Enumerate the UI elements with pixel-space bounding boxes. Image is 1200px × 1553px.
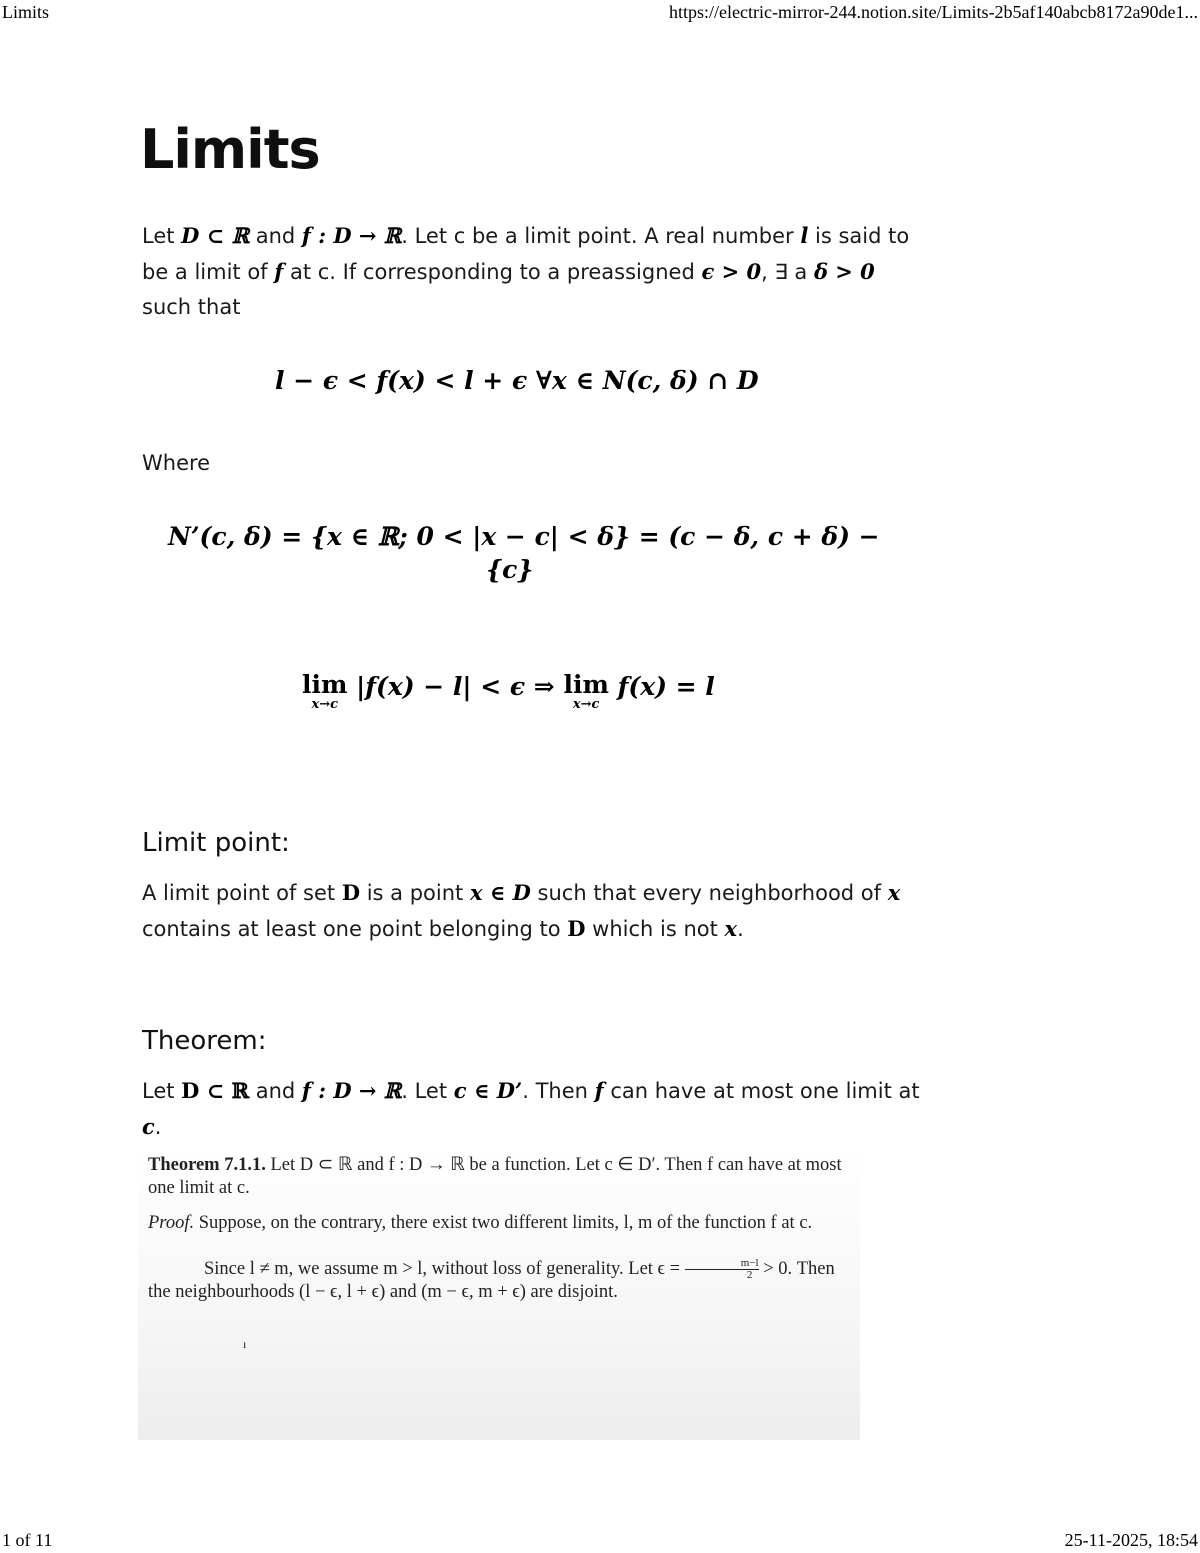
print-timestamp: 25-11-2025, 18:54 (1064, 1530, 1198, 1550)
equation-deleted-neighbourhood (168, 522, 880, 584)
paragraph-text: and (249, 1079, 302, 1103)
paragraph-text: . (737, 917, 744, 941)
paragraph-math: x ∈ D (469, 880, 531, 905)
paragraph-math: f : D → ℝ (301, 1078, 402, 1103)
definition-text: is said to be a limit of (142, 224, 910, 284)
paragraph-text: Let (142, 1079, 182, 1103)
paragraph-math: D (567, 916, 586, 941)
browser-tab-title: Limits (2, 2, 50, 22)
definition-math: ϵ > 0 (701, 259, 762, 284)
definition-paragraph (142, 218, 922, 325)
definition-math: D ⊂ ℝ (181, 223, 250, 248)
equation-part: f(x) = l (617, 672, 715, 701)
scan-theorem-label: Theorem 7.1.1. (148, 1155, 266, 1175)
definition-math: δ > 0 (813, 259, 875, 284)
paragraph-math: f (594, 1078, 604, 1103)
scan-theorem (148, 1154, 853, 1200)
definition-text: at c. If corresponding to a preassigned (283, 260, 702, 284)
lim-operator (563, 672, 608, 711)
paragraph-math: D (341, 880, 361, 905)
definition-math: f : D → ℝ (301, 223, 402, 248)
paragraph-text: is a point (360, 881, 470, 905)
definition-text: , ∃ a (761, 260, 814, 284)
equation-line: N’(c, δ) = {x ∈ ℝ; 0 < |x − c| < δ} = (c − δ, c + δ) − (168, 522, 880, 551)
page-title: Limits (140, 118, 320, 181)
lim-subscript: x→c (311, 697, 338, 712)
paragraph-math: x (724, 916, 738, 941)
paragraph-math: c (142, 1114, 155, 1139)
lim-subscript: x→c (572, 697, 600, 712)
scan-proof-continued (148, 1258, 853, 1304)
scan-fraction (685, 1258, 759, 1281)
theorem-paragraph (142, 1073, 922, 1145)
equation-limit-implication (302, 672, 715, 711)
scanned-textbook-excerpt (138, 1148, 860, 1440)
paragraph-text: can have at most one limit at (603, 1079, 920, 1103)
equation-part: |f(x) − l| < ϵ ⇒ (356, 672, 564, 701)
scan-stray-mark: ı (243, 1337, 247, 1351)
fraction-numerator: m−l (685, 1258, 759, 1270)
equation-line: {c} (486, 555, 534, 584)
scan-proof-text: Suppose, on the contrary, there exist two different limits, l, m of the function f at c. (194, 1213, 813, 1233)
heading-theorem: Theorem: (142, 1026, 267, 1056)
heading-limit-point: Limit point: (142, 828, 290, 858)
page-indicator: 1 of 11 (2, 1530, 53, 1550)
page-url: https://electric-mirror-244.notion.site/Limits-2b5af140abcb8172a90de1... (668, 2, 1198, 22)
definition-text: and (249, 224, 302, 248)
paragraph-math: x (887, 880, 901, 905)
paragraph-math: D ⊂ ℝ (181, 1078, 250, 1103)
definition-text: . Let c be a limit point. A real number (401, 224, 801, 248)
paragraph-text: . Then (522, 1079, 595, 1103)
scan-proof-text: Since l ≠ m, we assume m > l, without loss of generality. Let ϵ = (204, 1259, 685, 1279)
scan-proof-text: > 0. Then the neighbourhoods (l − ϵ, l + ϵ) and (m − ϵ, m + ϵ) are disjoint. (148, 1259, 835, 1303)
lim-word: lim (563, 670, 609, 699)
fraction-denominator: 2 (746, 1269, 753, 1282)
paragraph-text: . (154, 1115, 162, 1139)
scan-proof-label: Proof. (148, 1213, 195, 1233)
lim-operator (302, 672, 347, 711)
scan-proof (148, 1212, 853, 1235)
paragraph-text: such that every neighborhood of (530, 881, 888, 905)
definition-math: l (800, 223, 809, 248)
definition-text: Let (142, 224, 182, 248)
limit-point-paragraph (142, 875, 922, 947)
definition-math: f (274, 259, 284, 284)
paragraph-text: A limit point of set (142, 881, 342, 905)
where-label: Where (142, 451, 211, 475)
paragraph-text: contains at least one point belonging to (142, 917, 568, 941)
scan-theorem-text: Let D ⊂ ℝ and f : D → ℝ be a function. Let c ∈ D′. Then f can have at most one limit at c. (148, 1155, 842, 1198)
paragraph-text: . Let (401, 1079, 454, 1103)
paragraph-text: which is not (585, 917, 725, 941)
paragraph-math: c ∈ D’ (453, 1078, 523, 1103)
equation-limit-definition: l − ϵ < f(x) < l + ϵ ∀x ∈ N(c, δ) ∩ D (275, 366, 759, 395)
definition-text: such that (142, 295, 241, 319)
lim-word: lim (302, 670, 348, 699)
